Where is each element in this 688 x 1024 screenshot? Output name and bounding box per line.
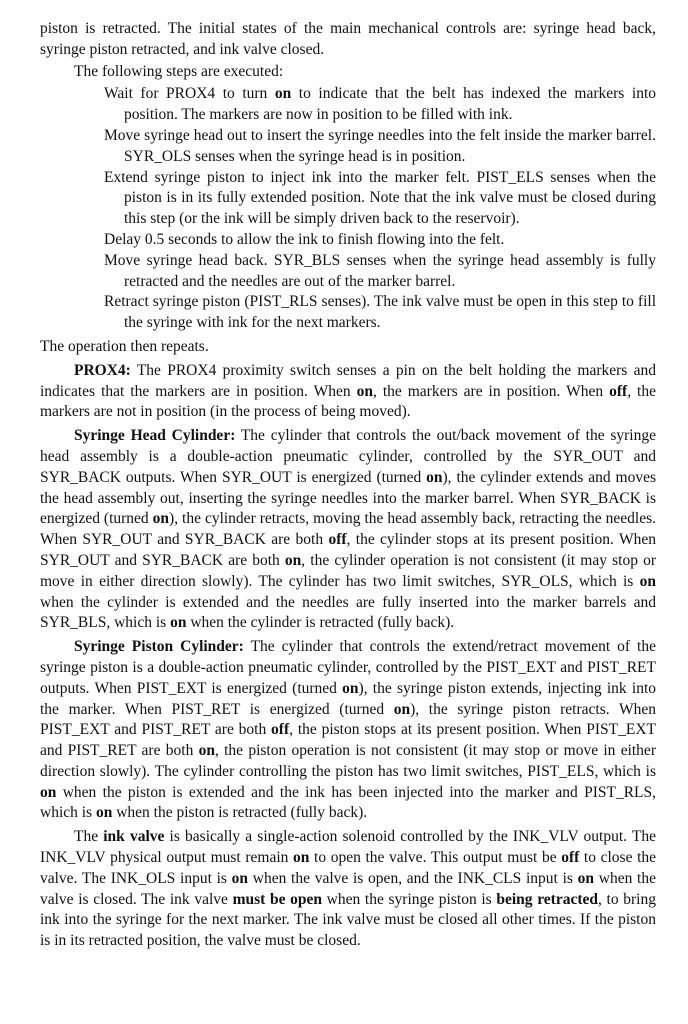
intro-paragraph: piston is retracted. The initial states of the main mechanical controls are: syringe head back, syringe piston retracted, and ink valve closed. [40, 20, 656, 58]
steps-lead: The following steps are executed: [74, 62, 284, 80]
syringe-piston-paragraph: Syringe Piston Cylinder: The cylinder that controls the extend/retract movement of the syringe piston is a double-action pneumatic cylinder, controlled by the PIST_EXT and PIST_RET outputs. When PIST_EXT is energized (turned on), the syringe piston extends, injecting ink into the marker. When PIST_RET is energized (turned on), the syringe piston retracts. When PIST_EXT and PIST_RET are both off, the piston stops at its present position. When PIST_EXT and PIST_RET are both on, the piston operation is not consistent (it may stop or move in either direction slowly). The cylinder controlling the piston has two limit switches, PIST_ELS, which is on when the piston is extended and the ink has been injected into the marker and PIST_RLS, which is on when the piston is retracted (fully back). [40, 638, 657, 822]
step-item: Delay 0.5 seconds to allow the ink to finish flowing into the felt. [104, 230, 505, 248]
syringe-head-paragraph: Syringe Head Cylinder: The cylinder that controls the out/back movement of the syringe head assembly is a double-action pneumatic cylinder, controlled by the SYR_OUT and SYR_BACK outputs. When SYR_OUT is energized (turned on), the cylinder extends and moves the head assembly out, inserting the syringe needles into the marker barrel. When SYR_BACK is energized (turned on), the cylinder retracts, moving the head assembly back, retracting the needles. When SYR_OUT and SYR_BACK are both off, the cylinder stops at its present position. When SYR_OUT and SYR_BACK are both on, the cylinder operation is not consistent (it may stop or move in either direction slowly). The cylinder has two limit switches, SYR_OLS, which is on when the cylinder is extended and the needles are fully inserted into the marker barrels and SYR_BLS, which is on when the cylinder is retracted (fully back). [40, 427, 657, 632]
step-item: Move syringe head back. SYR_BLS senses when the syringe head assembly is fully retracted and the needles are out of the marker barrel. [104, 251, 656, 290]
prox4-paragraph: PROX4: The PROX4 proximity switch senses a pin on the belt holding the markers and indicates that the markers are in position. When on, the markers are in position. When off, the markers are not in position (in the process of being moved). [40, 361, 656, 421]
step-item: Wait for PROX4 to turn on to indicate that the belt has indexed the markers into position. The markers are now in position to be filled with ink. [104, 85, 657, 124]
step-item: Retract syringe piston (PIST_RLS senses). The ink valve must be open in this step to fill the syringe with ink for the next markers. [104, 293, 656, 332]
step-item: Extend syringe piston to inject ink into the marker felt. PIST_ELS senses when the piston is in its fully extended position. Note that the ink valve must be closed during this step (or the ink will be simply driven back to the reservoir). [104, 168, 656, 228]
document-page [40, 19, 656, 952]
step-item: Move syringe head out to insert the syringe needles into the felt inside the marker barrel. SYR_OLS senses when the syringe head is in position. [104, 126, 656, 165]
ink-valve-paragraph: The ink valve is basically a single-action solenoid controlled by the INK_VLV output. The INK_VLV physical output must remain on to open the valve. This output must be off to close the valve. The INK_OLS input is on when the valve is open, and the INK_CLS input is on when the valve is closed. The ink valve must be open when the syringe piston is being retracted, to bring ink into the syringe for the next marker. The ink valve must be closed all other times. If the piston is in its retracted position, the valve must be closed. [40, 828, 657, 950]
steps-list [40, 84, 656, 334]
repeat-line: The operation then repeats. [40, 337, 209, 355]
